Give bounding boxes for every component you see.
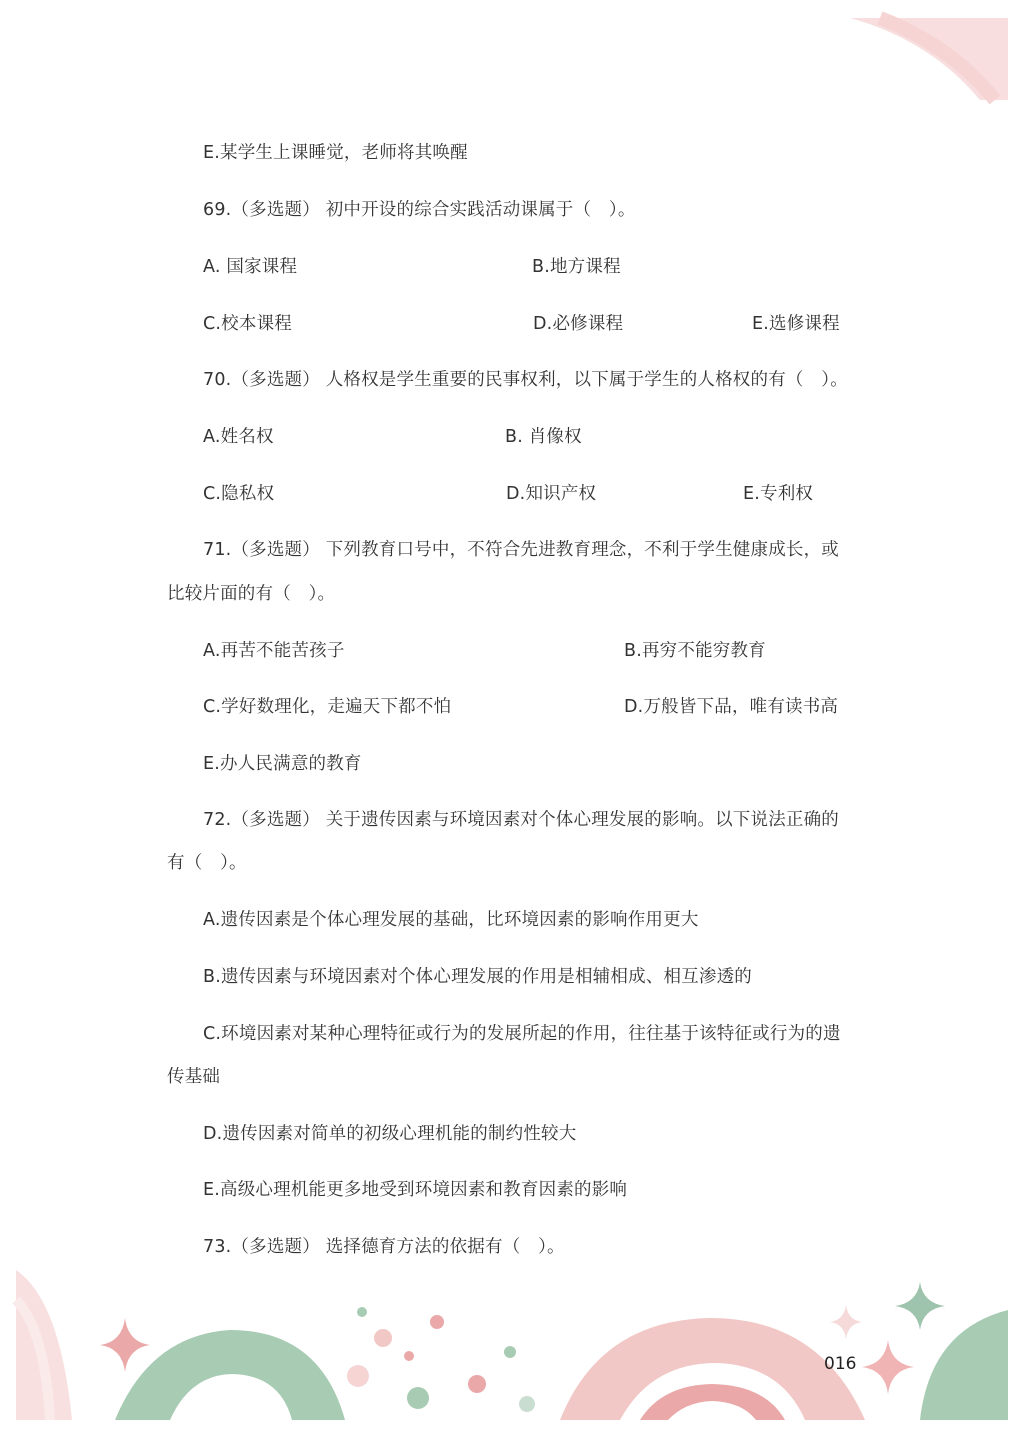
q70-stem: 70.（多选题） 人格权是学生重要的民事权利，以下属于学生的人格权的有（ ）。 bbox=[203, 370, 848, 390]
q72-option-d: D.遗传因素对简单的初级心理机能的制约性较大 bbox=[203, 1124, 577, 1144]
q69-option-d: D.必修课程 bbox=[533, 314, 624, 334]
q69-option-c: C.校本课程 bbox=[203, 314, 292, 334]
q71-option-b: B.再穷不能穷教育 bbox=[624, 641, 766, 661]
dot bbox=[430, 1315, 444, 1329]
q70-option-c: C.隐私权 bbox=[203, 484, 275, 504]
q72-stem-line2: 有（ ）。 bbox=[167, 853, 247, 873]
green-hill-right bbox=[920, 1310, 1008, 1420]
q71-option-a: A.再苦不能苦孩子 bbox=[203, 641, 345, 661]
dot bbox=[468, 1375, 486, 1393]
q71-option-c: C.学好数理化，走遍天下都不怕 bbox=[203, 697, 452, 717]
q70-option-b: B. 肖像权 bbox=[505, 427, 582, 447]
sparkle-pink-left bbox=[100, 1318, 150, 1372]
q72-option-c-line1: C.环境因素对某种心理特征或行为的发展所起的作用，往往基于该特征或行为的遗 bbox=[203, 1024, 841, 1044]
page-number: 016 bbox=[824, 1354, 857, 1374]
q70-option-e: E.专利权 bbox=[743, 484, 814, 504]
dot bbox=[374, 1329, 392, 1347]
q70-option-d: D.知识产权 bbox=[506, 484, 597, 504]
q72-option-e: E.高级心理机能更多地受到环境因素和教育因素的影响 bbox=[203, 1180, 628, 1200]
dot bbox=[519, 1396, 535, 1412]
sparkle-green-right bbox=[895, 1282, 945, 1330]
dot bbox=[504, 1346, 516, 1358]
q71-stem-line1: 71.（多选题） 下列教育口号中，不符合先进教育理念，不利于学生健康成长，或 bbox=[203, 540, 839, 560]
dot bbox=[357, 1307, 367, 1317]
q69-stem: 69.（多选题） 初中开设的综合实践活动课属于（ ）。 bbox=[203, 200, 636, 220]
q68-option-e: E.某学生上课睡觉，老师将其唤醒 bbox=[203, 143, 468, 163]
dot bbox=[347, 1365, 369, 1387]
sparkle-light-right bbox=[830, 1305, 862, 1339]
q69-option-b: B.地方课程 bbox=[532, 257, 621, 277]
q72-option-b: B.遗传因素与环境因素对个体心理发展的作用是相辅相成、相互渗透的 bbox=[203, 967, 752, 987]
q69-option-a: A. 国家课程 bbox=[203, 257, 298, 277]
dot bbox=[404, 1351, 414, 1361]
q71-option-e: E.办人民满意的教育 bbox=[203, 754, 362, 774]
q72-stem-line1: 72.（多选题） 关于遗传因素与环境因素对个体心理发展的影响。以下说法正确的 bbox=[203, 810, 839, 830]
sparkle-pink-right bbox=[862, 1340, 914, 1394]
q69-option-e: E.选修课程 bbox=[752, 314, 840, 334]
q72-option-a: A.遗传因素是个体心理发展的基础，比环境因素的影响作用更大 bbox=[203, 910, 699, 930]
q72-option-c-line2: 传基础 bbox=[167, 1067, 221, 1087]
q71-option-d: D.万般皆下品，唯有读书高 bbox=[624, 697, 839, 717]
q70-option-a: A.姓名权 bbox=[203, 427, 274, 447]
q73-stem: 73.（多选题） 选择德育方法的依据有（ ）。 bbox=[203, 1237, 565, 1257]
dot bbox=[407, 1387, 429, 1409]
q71-stem-line2: 比较片面的有（ ）。 bbox=[167, 584, 336, 604]
